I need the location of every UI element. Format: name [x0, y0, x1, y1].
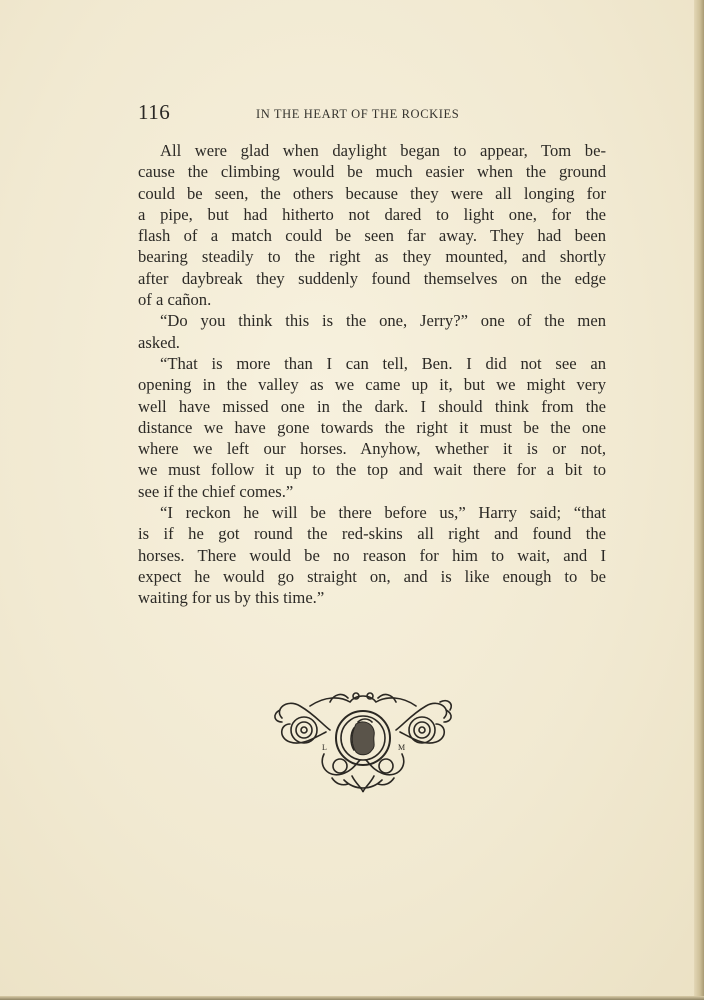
running-head: IN THE HEART OF THE ROCKIES — [256, 107, 460, 121]
text-line: where we left our horses. Anyhow, whether it is or not, — [138, 439, 606, 459]
text-line: “I reckon he will be there before us,” Harry said; “that — [160, 503, 606, 523]
publisher-device-ornament-icon — [270, 688, 456, 794]
ornament-letter-left: L — [322, 743, 327, 752]
text-line: could be seen, the others because they were all longing for — [138, 183, 606, 203]
text-line: flash of a match could be seen far away. They had been — [138, 226, 606, 246]
text-line: see if the chief comes.” — [138, 481, 294, 501]
text-line: distance we have gone towards the right it must be the one — [138, 417, 606, 437]
ornament-letter-right: M — [398, 743, 406, 752]
text-line: “That is more than I can tell, Ben. I did not see an — [160, 353, 606, 373]
text-line: expect he would go straight on, and is like enough to be — [138, 566, 606, 586]
text-line: of a cañon. — [138, 290, 212, 310]
text-line: well have missed one in the dark. I should think from the — [138, 396, 606, 416]
page-edge-right — [694, 0, 704, 1000]
text-line: waiting for us by this time.” — [138, 588, 325, 608]
text-line: bearing steadily to the right as they mounted, and shortly — [138, 247, 606, 267]
text-line: cause the climbing would be much easier when the ground — [138, 162, 606, 182]
text-line: “Do you think this is the one, Jerry?” one of the men — [160, 311, 606, 331]
text-line: asked. — [138, 332, 180, 352]
page-header — [138, 100, 608, 130]
body-text — [138, 140, 606, 609]
page-edge-bottom — [0, 996, 704, 1000]
text-line: All were glad when daylight began to appear, Tom be- — [160, 141, 606, 160]
text-line: opening in the valley as we came up it, but we might very — [138, 375, 606, 395]
text-line: after daybreak they suddenly found themselves on the edge — [138, 268, 606, 288]
text-line: horses. There would be no reason for him to wait, and I — [138, 545, 606, 565]
page-number: 116 — [138, 100, 171, 124]
text-line: is if he got round the red-skins all right and found the — [138, 524, 606, 544]
text-line: a pipe, but had hitherto not dared to light one, for the — [138, 204, 606, 224]
text-line: we must follow it up to the top and wait there for a bit to — [138, 460, 606, 480]
